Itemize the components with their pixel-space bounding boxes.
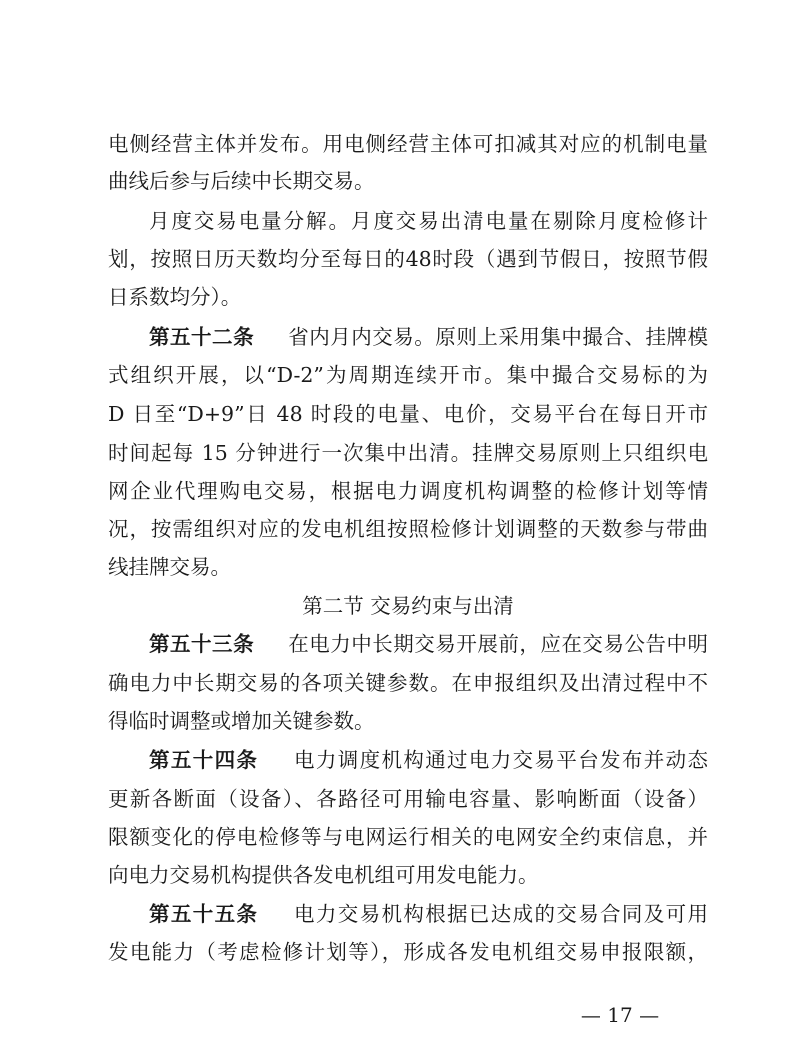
- section-heading: 第二节 交易约束与出清: [302, 594, 514, 618]
- paragraph-line: 曲线后参与后续中长期交易。: [108, 169, 375, 193]
- paragraph-line: 时间起每 15 分钟进行一次集中出清。挂牌交易原则上只组织电: [108, 441, 708, 465]
- paragraph-line: 式组织开展，以“D-2”为周期连续开市。集中撮合交易标的为: [108, 363, 708, 387]
- article-label: 第五十三条: [149, 632, 255, 656]
- article-52-first-line: [149, 319, 708, 355]
- article-54-first-line: [149, 742, 708, 778]
- paragraph-line: 月度交易电量分解。月度交易出清电量在剔除月度检修计: [149, 209, 708, 233]
- paragraph-line: 确电力中长期交易的各项关键参数。在申报组织及出清过程中不: [108, 671, 708, 695]
- paragraph-line: 更新各断面（设备）、各路径可用输电容量、影响断面（设备）: [108, 787, 708, 811]
- article-label: 第五十五条: [149, 902, 259, 926]
- article-label: 第五十二条: [149, 325, 255, 349]
- page-number: — 17 —: [580, 1003, 660, 1027]
- paragraph-line: 发电能力（考虑检修计划等），形成各发电机组交易申报限额，: [108, 940, 708, 964]
- article-text: 在电力中长期交易开展前，应在交易公告中明: [288, 632, 708, 656]
- paragraph-line: D 日至“D+9”日 48 时段的电量、电价，交易平台在每日开市: [108, 402, 708, 426]
- paragraph-line: 电侧经营主体并发布。用电侧经营主体可扣减其对应的机制电量: [108, 132, 708, 156]
- paragraph-line: 日系数均分）。: [108, 285, 242, 309]
- paragraph-line: 得临时调整或增加关键参数。: [108, 709, 375, 733]
- article-text: 省内月内交易。原则上采用集中撮合、挂牌模: [288, 325, 708, 349]
- paragraph-line: 划，按照日历天数均分至每日的48时段（遇到节假日，按照节假: [108, 247, 708, 271]
- article-55-first-line: [149, 896, 708, 932]
- paragraph-line: 网企业代理购电交易，根据电力调度机构调整的检修计划等情: [108, 479, 708, 503]
- paragraph-line: 限额变化的停电检修等与电网运行相关的电网安全约束信息，并: [108, 825, 708, 849]
- paragraph-line: 向电力交易机构提供各发电机组可用发电能力。: [108, 863, 539, 887]
- article-53-first-line: [149, 626, 708, 662]
- article-label: 第五十四条: [149, 748, 259, 772]
- article-text: 电力调度机构通过电力交易平台发布并动态: [294, 748, 708, 772]
- article-text: 电力交易机构根据已达成的交易合同及可用: [294, 902, 708, 926]
- paragraph-line: 线挂牌交易。: [108, 555, 231, 579]
- paragraph-line: 况，按需组织对应的发电机组按照检修计划调整的天数参与带曲: [108, 517, 708, 541]
